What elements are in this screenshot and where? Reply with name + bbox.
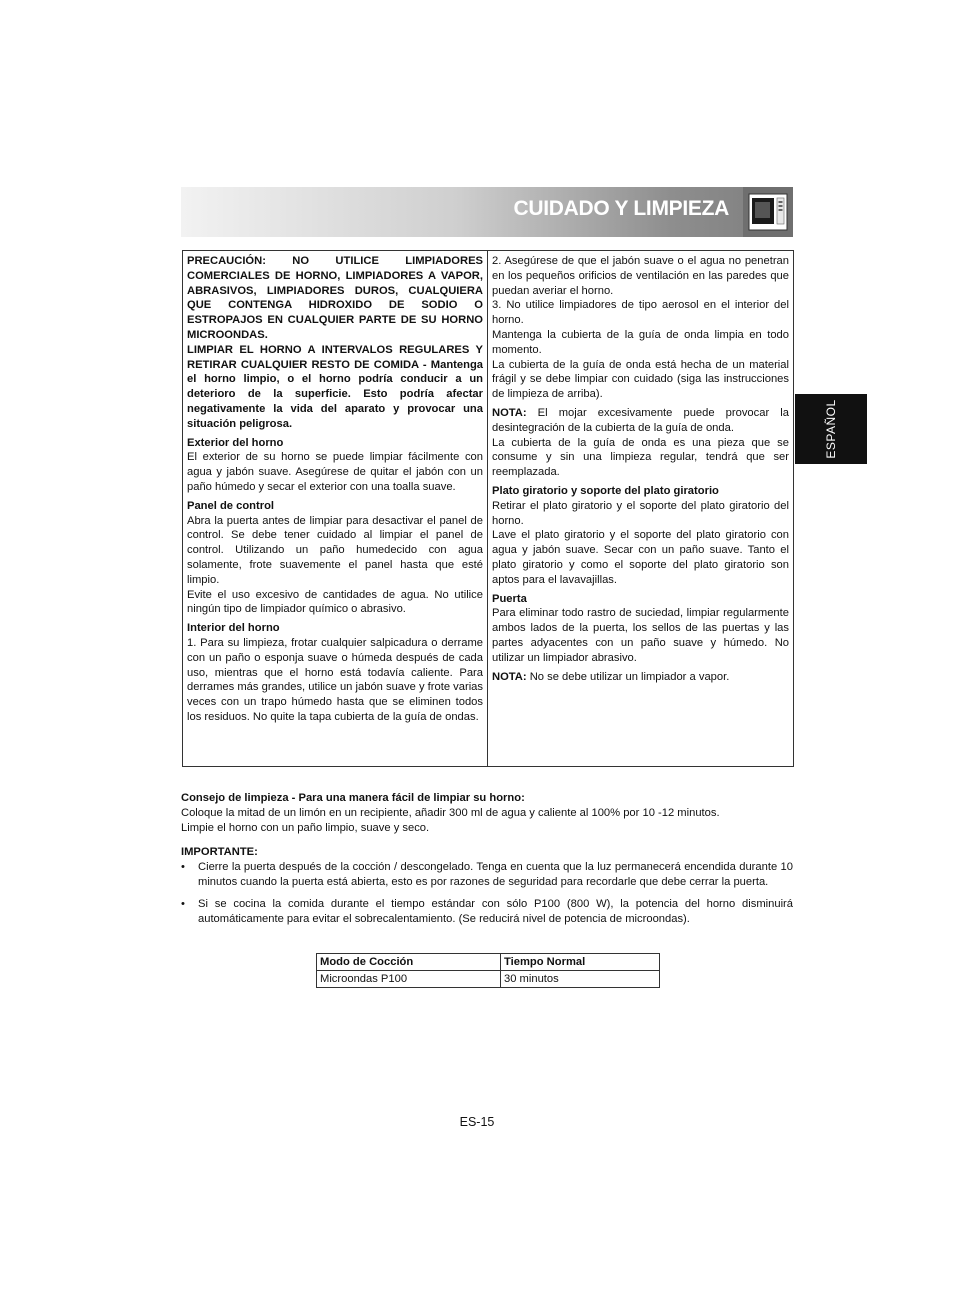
note-2-text: No se debe utilizar un limpiador a vapor.: [526, 670, 730, 683]
section-header: [181, 187, 793, 237]
interior-title: Interior del horno: [187, 622, 280, 635]
turntable-title: Plato giratorio y soporte del plato giratorio: [492, 484, 719, 497]
page-title: CUIDADO Y LIMPIEZA: [513, 197, 729, 220]
bullet-2-text: Si se cocina la comida durante el tiempo estándar con sólo P100 (800 W), la potencia del horno disminuirá automáticamente para evitar el sobrecalentamiento. (Se reducirá nivel de potencia de microondas).: [198, 898, 793, 925]
table-header-time: Tiempo Normal: [501, 954, 660, 971]
language-tab: [795, 394, 867, 464]
note-1-label: NOTA:: [492, 406, 527, 419]
bullet-icon: •: [181, 861, 185, 873]
item-2-text: 2. Asegúrese de que el jabón suave o el agua no penetran en los pequeños orificios de ventilación en las paredes que puedan averiar el horno.: [492, 255, 789, 297]
note-2: [492, 670, 789, 685]
waveguide-text-2: La cubierta de la guía de onda está hecha de un material frágil y se debe limpiar con cuidado (siga las instrucciones de limpieza de arriba).: [492, 358, 789, 401]
list-item: [181, 860, 793, 890]
warning-text: LIMPIAR EL HORNO A INTERVALOS REGULARES Y RETIRAR CUALQUIER RESTO DE COMIDA - Mantenga el horno limpio, o el horno podría conducir a un deterioro de la superficie. Esto podría afectar negativamente la vida del aparato y provocar una situación peligrosa.: [187, 343, 483, 430]
note-1: [492, 406, 789, 436]
bullet-icon: •: [181, 898, 185, 910]
tips-line-2: Limpie el horno con un paño limpio, suave y seco.: [181, 822, 430, 834]
exterior-text: El exterior de su horno se puede limpiar fácilmente con agua y jabón suave. Asegúrese de quitar el jabón con un paño húmedo y secar el exterior con una toalla suave.: [187, 451, 483, 493]
cleaning-tips: [181, 791, 793, 927]
note-1-text: El mojar excesivamente puede provocar la desintegración de la cubierta de la guía de onda.: [492, 406, 789, 434]
exterior-title: Exterior del horno: [187, 436, 284, 449]
list-item: [181, 897, 793, 927]
table-header-mode: Modo de Cocción: [317, 954, 501, 971]
tips-title: Consejo de limpieza - Para una manera fácil de limpiar su horno:: [181, 792, 525, 804]
table-row: [317, 971, 660, 988]
left-column: [183, 251, 488, 766]
panel-text-2: Evite el uso excesivo de cantidades de agua. No utilice ningún tipo de limpiador químico o abrasivo.: [187, 588, 483, 616]
table-cell-time: 30 minutos: [501, 971, 660, 988]
panel-title: Panel de control: [187, 499, 275, 512]
microwave-oven-icon: [743, 187, 793, 237]
panel-text-1: Abra la puerta antes de limpiar para desactivar el panel de control. Se debe tener cuidado al limpiar el panel de control. Utilizando un paño humedecido con agua solamente, frote suavemente el panel hasta que esté limpio.: [187, 514, 483, 586]
interior-text: 1. Para su limpieza, frotar cualquier salpicadura o derrame con un paño o esponja suave o húmeda después de cada uso, mientras que el horno está todavía caliente. Para derrames más grandes, utilice un jabón suave y frote varias veces con un trapo húmedo hasta que se eliminen todos los residuos. No quite la tapa cubierta de la guía de ondas.: [187, 636, 483, 723]
door-text: Para eliminar todo rastro de suciedad, limpiar regularmente ambos lados de la puerta, los sellos de las puertas y las partes adyacentes con un paño suave y húmedo. No utilizar un limpiador abrasivo.: [492, 607, 789, 664]
language-label: ESPAÑOL: [824, 399, 838, 459]
door-title: Puerta: [492, 592, 527, 605]
waveguide-text-3: La cubierta de la guía de onda es una pieza que se consume y sin una limpieza regular, tendrá que ser reemplazada.: [492, 436, 789, 479]
turntable-text-1: Retirar el plato giratorio y el soporte del plato giratorio del horno.: [492, 499, 789, 527]
important-label: IMPORTANTE:: [181, 846, 258, 858]
page-number: ES-15: [459, 1115, 495, 1129]
bullet-1-text: Cierre la puerta después de la cocción / descongelado. Tenga en cuenta que la luz permanecerá encendida durante 10 minutos cuando la puerta está abierta, esto es por razones de seguridad para recordarle que debe cerrar la puerta.: [198, 861, 793, 888]
cooking-mode-table: [316, 953, 660, 988]
cleaning-instructions-box: [182, 250, 794, 767]
tips-line-1: Coloque la mitad de un limón en un recipiente, añadir 300 ml de agua y caliente al 100% por 10 -12 minutos.: [181, 807, 720, 819]
item-3-text: 3. No utilice limpiadores de tipo aerosol en el interior del horno.: [492, 299, 789, 327]
waveguide-text-1: Mantenga la cubierta de la guía de onda limpia en todo momento.: [492, 328, 789, 356]
table-header-row: [317, 954, 660, 971]
note-2-label: NOTA:: [492, 670, 527, 683]
right-column: [488, 251, 793, 766]
precaution-text: PRECAUCIÓN: NO UTILICE LIMPIADORES COMERCIALES DE HORNO, LIMPIADORES A VAPOR, ABRASIVOS, LIMPIADORES DUROS, CUALQUIERA QUE CONTENGA HIDROXIDO DE SODIO O ESTROPAJOS EN CUALQUIER PARTE DE SU HORNO MICROONDAS.: [187, 255, 483, 341]
table-cell-mode: Microondas P100: [317, 971, 501, 988]
turntable-text-2: Lave el plato giratorio y el soporte del plato giratorio con agua y jabón suave. Secar con un paño suave. Tanto el plato giratorio y como el soporte del plato giratorio son aptos para el lavavajillas.: [492, 529, 789, 586]
